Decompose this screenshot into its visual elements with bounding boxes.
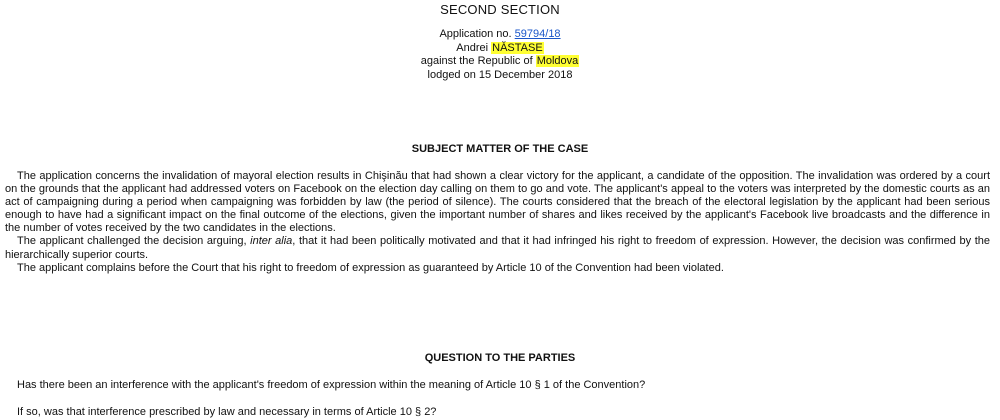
facts-paragraph-3: The applicant complains before the Court that his right to freedom of expression as guaranteed by Article 10 of the Convention had been violated. — [17, 261, 724, 274]
question-1: Has there been an interference with the applicant's freedom of expression within the meaning of Article 10 § 1 of the Convention? — [17, 379, 646, 391]
application-details — [0, 28, 1000, 82]
against-prefix: against the Republic of — [420, 55, 533, 67]
facts-p2-italic: inter alia — [250, 235, 293, 248]
application-number-link[interactable]: 59794/18 — [514, 28, 561, 40]
applicant-name-line — [0, 42, 1000, 56]
facts-paragraph-2 — [5, 235, 990, 261]
applicant-surname-highlight: NĂSTASE — [492, 41, 543, 54]
subject-matter-heading: SUBJECT MATTER OF THE CASE — [411, 143, 589, 155]
application-line — [0, 28, 1000, 42]
questions-heading: QUESTION TO THE PARTIES — [424, 352, 576, 364]
subject-matter-text — [5, 170, 990, 275]
application-prefix: Application no. — [439, 28, 512, 40]
section-title: SECOND SECTION — [440, 2, 560, 17]
facts-paragraph-1: The application concerns the invalidation of mayoral election results in Chişinău that had shown a clear victory for the applicant, a candidate of the opposition. The invalidation was ordered by a court on the grounds that the applicant had addressed voters on Facebook on the election day calling on them to go and vote. The applicant's appeal to the voters was interpreted by the domestic courts as an act of campaigning during a period when campaigning was forbidden by law (the period of silence). The courts considered that the breach of the electoral legislation by the applicant had been serious enough to have had a significant impact on the final outcome of the elections, given the important number of shares and likes received by the applicant's Facebook live broadcasts and the difference in the number of votes received by the two candidates in the elections. — [5, 170, 990, 235]
lodged-date: lodged on 15 December 2018 — [427, 68, 573, 81]
question-2: If so, was that interference prescribed by law and necessary in terms of Article 10 § 2? — [17, 406, 437, 418]
respondent-line — [0, 55, 1000, 69]
applicant-first-name: Andrei — [456, 41, 489, 54]
facts-p2-start: The applicant challenged the decision arguing, — [17, 235, 247, 248]
respondent-state-highlight: Moldova — [536, 55, 579, 67]
facts-p2-end: , that it had been politically motivated and that it had infringed his right to freedom of expression. However, the decision was confirmed by the hierarchically superior courts. — [5, 235, 991, 261]
